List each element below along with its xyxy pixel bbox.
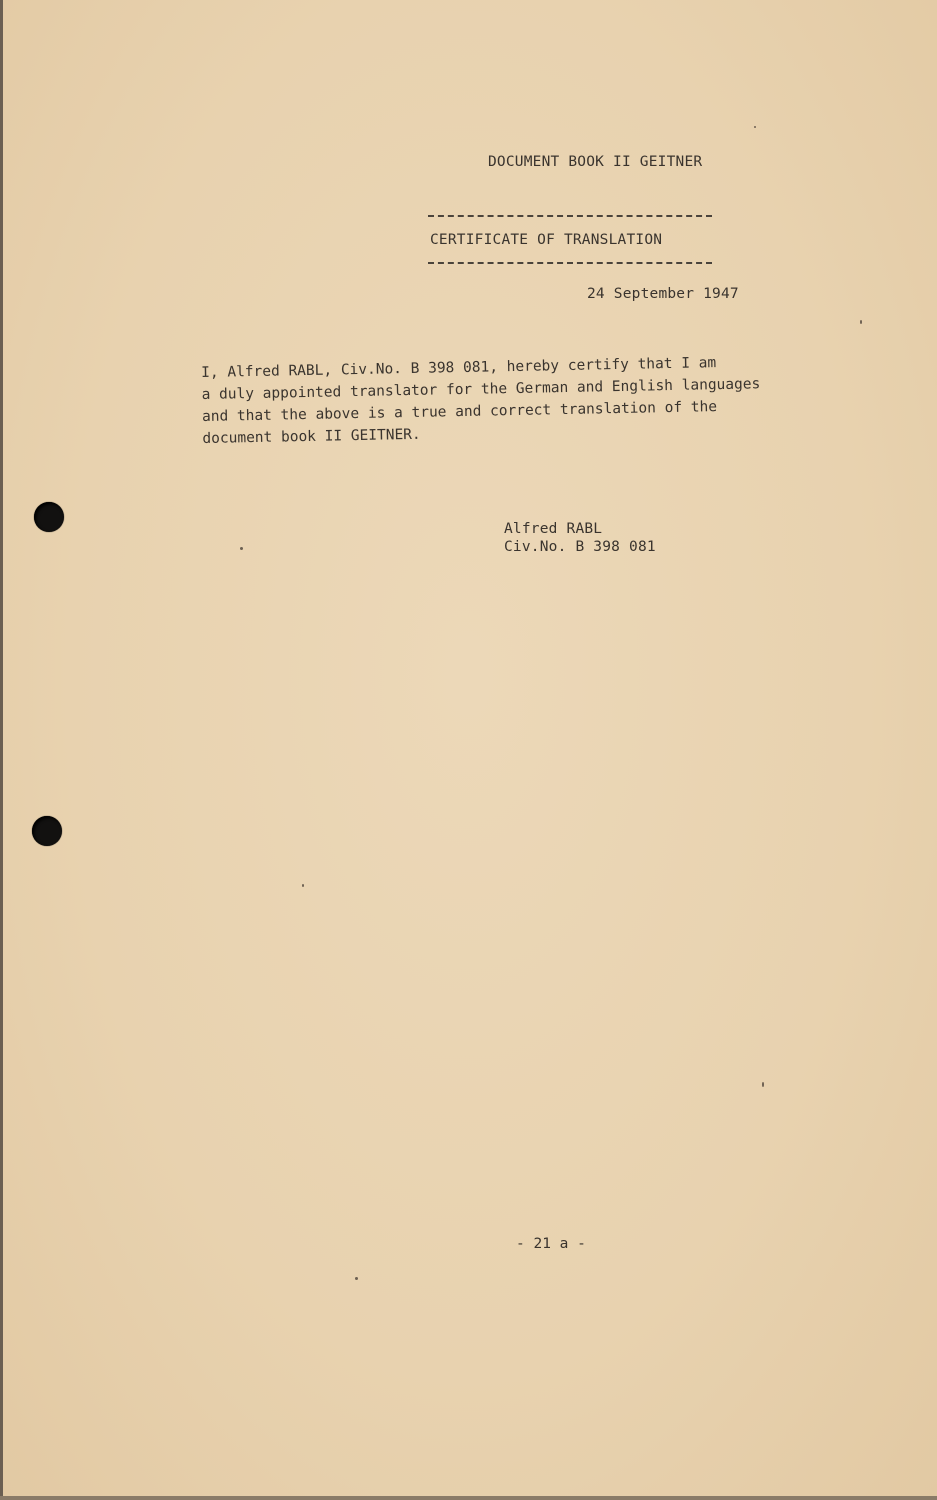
certificate-date: 24 September 1947 — [587, 286, 739, 302]
paragraph-line: I, Alfred RABL, Civ.No. B 398 081, hereby certify that I am — [201, 355, 717, 381]
paper-speck — [302, 884, 304, 887]
paper-speck — [355, 1277, 358, 1280]
title-rule-top — [428, 215, 712, 217]
page-left-edge — [0, 0, 3, 1500]
signature-name: Alfred RABL — [504, 521, 603, 537]
page-number: - 21 a - — [516, 1236, 586, 1252]
certificate-title: CERTIFICATE OF TRANSLATION — [430, 232, 663, 248]
paragraph-line: a duly appointed translator for the German and English languages — [201, 376, 761, 403]
paper-speck — [754, 126, 756, 128]
paragraph-line: and that the above is a true and correct translation of the — [201, 399, 718, 425]
certification-paragraph — [201, 350, 843, 450]
paragraph-line: document book II GEITNER. — [202, 426, 421, 447]
paper-speck — [762, 1082, 764, 1087]
punch-hole — [32, 816, 62, 846]
document-reference: DOCUMENT BOOK II GEITNER — [488, 154, 703, 170]
title-rule-bottom — [428, 262, 712, 264]
paper-speck — [860, 320, 862, 324]
page-bottom-edge — [0, 1496, 937, 1500]
paper-speck — [240, 547, 243, 550]
punch-hole — [34, 502, 64, 532]
signature-civ-number: Civ.No. B 398 081 — [504, 539, 656, 555]
